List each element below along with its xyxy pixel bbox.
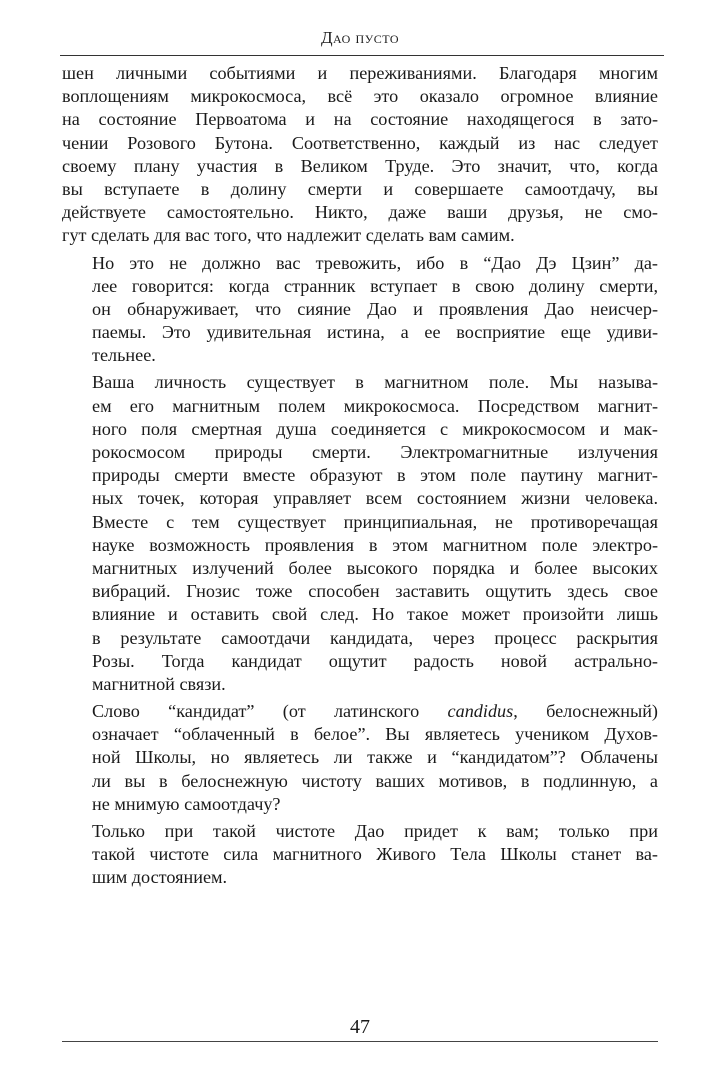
running-head: Дао пусто	[320, 28, 400, 47]
text-line: лее говорится: когда странник вступает в свою долину смерти,	[92, 275, 658, 296]
latin-word: candidus	[447, 701, 514, 722]
text-line: рокосмосом природы смерти. Электромагнитные излучения	[92, 442, 658, 462]
text-line: ного поля смертная душа соединяется с микрокосмосом и мак-	[92, 418, 658, 439]
text-segment: , белоснежный)	[513, 701, 658, 722]
text-line: тельнее.	[92, 345, 156, 366]
text-line: гут сделать для вас того, что надлежит сделать вам самим.	[62, 225, 515, 246]
text-line: такой чистоте сила магнитного Живого Тела Школы станет ва-	[92, 844, 658, 865]
paragraph-1	[62, 62, 658, 248]
text-line: Розы. Тогда кандидат ощутит радость новой астрально-	[92, 650, 658, 671]
text-line: Только при такой чистоте Дао придет к вам; только при	[92, 821, 658, 841]
paragraph-3	[62, 371, 658, 696]
text-line: магнитной связи.	[92, 673, 226, 694]
text-line: шим достоянием.	[92, 867, 228, 888]
text-line: науке возможность проявления в этом магнитном поле электро-	[92, 534, 658, 555]
text-line: ли вы в белоснежную чистоту ваших мотивов, в подлинную, а	[92, 770, 658, 791]
paragraph-2	[62, 252, 658, 368]
text-line: Но это не должно вас тревожить, ибо в “Дао Дэ Цзин” да-	[92, 252, 658, 273]
text-line: означает “облаченный в белое”. Вы являетесь учеником Духов-	[92, 724, 658, 745]
footer-rule	[62, 1041, 658, 1042]
text-line: на состояние Первоатома и на состояние находящегося в зато-	[62, 109, 658, 130]
page-number: 47	[350, 1016, 370, 1038]
text-line: не мнимую самоотдачу?	[92, 793, 281, 814]
text-line: паемы. Это удивительная истина, а ее восприятие еще удиви-	[92, 322, 658, 343]
paragraph-4	[62, 700, 658, 816]
text-line: в результате самоотдачи кандидата, через процесс раскрытия	[92, 627, 658, 648]
paragraph-5	[62, 820, 658, 890]
text-line: своему плану участия в Великом Труде. Это значит, что, когда	[62, 155, 658, 176]
body-text	[62, 62, 658, 894]
text-line: действуете самостоятельно. Никто, даже ваши друзья, не смо-	[62, 202, 658, 223]
text-line: Вместе с тем существует принципиальная, не противоречащая	[92, 511, 658, 532]
text-segment: Слово “кандидат” (от латинского	[92, 701, 448, 722]
text-line: магнитных излучений более высокого порядка и более высоких	[92, 557, 658, 578]
text-line: Ваша личность существует в магнитном поле. Мы называ-	[92, 372, 658, 393]
text-line	[62, 700, 658, 723]
text-line: ной Школы, но являетесь ли также и “кандидатом”? Облачены	[92, 747, 658, 768]
text-line: чении Розового Бутона. Соответственно, каждый из нас следует	[62, 132, 658, 153]
text-line: природы смерти вместе образуют в этом поле паутину магнит-	[92, 465, 658, 486]
text-line: он обнаруживает, что сияние Дао и проявления Дао неисчер-	[92, 298, 658, 319]
text-line: вы вступаете в долину смерти и совершаете самоотдачу, вы	[62, 178, 658, 199]
text-line: шен личными событиями и переживаниями. Благодаря многим	[62, 63, 658, 83]
text-line: ных точек, которая управляет всем состоянием жизни человека.	[92, 488, 658, 509]
text-line: влияние и оставить свой след. Но такое может произойти лишь	[92, 604, 658, 625]
header-rule	[60, 55, 664, 56]
text-line: воплощениям микрокосмоса, всё это оказало огромное влияние	[62, 86, 658, 107]
text-line: вибраций. Гнозис тоже способен заставить ощутить здесь свое	[92, 581, 658, 602]
text-line: ем его магнитным полем микрокосмоса. Посредством магнит-	[92, 395, 658, 416]
